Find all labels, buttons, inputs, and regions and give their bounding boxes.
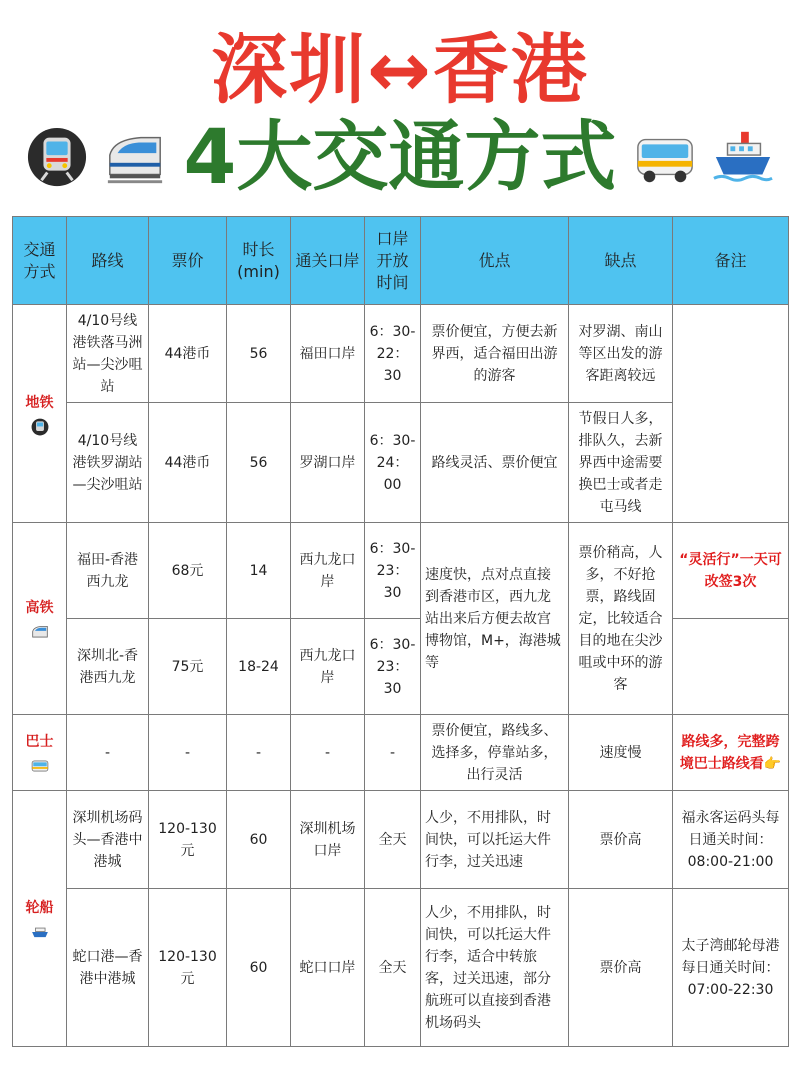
cons-cell: 速度慢 [569,715,673,791]
note-cell: 太子湾邮轮母港每日通关时间：07:00-22:30 [673,889,789,1047]
price-cell: 120-130元 [149,889,227,1047]
table-row [13,889,789,1047]
port-cell: 蛇口口岸 [291,889,365,1047]
port-cell: - [291,715,365,791]
hours-cell: 6：30-23：30 [365,523,421,619]
price-cell: 68元 [149,523,227,619]
table-row [13,403,789,523]
header-cell: 路线 [67,217,149,305]
hours-cell: 全天 [365,791,421,889]
table-row [13,523,789,619]
transport-table [12,216,789,1047]
hours-cell: 6：30-24：00 [365,403,421,523]
hours-cell: - [365,715,421,791]
route-cell: 深圳机场码头—香港中港城 [67,791,149,889]
table-row [13,619,789,715]
note-cell: 福永客运码头每日通关时间：08:00-21:00 [673,791,789,889]
type-cell-bus: 巴士 [13,715,67,791]
title-line-2-row [0,112,800,202]
port-cell: 福田口岸 [291,305,365,403]
metro-icon [31,418,49,436]
ship-icon [712,126,774,188]
hours-cell: 全天 [365,889,421,1047]
cons-cell: 票价高 [569,889,673,1047]
type-cell-hsr: 高铁 [13,523,67,715]
price-cell: 44港币 [149,305,227,403]
metro-icon [26,126,88,188]
note-cell [673,619,789,715]
pros-cell: 人少，不用排队，时间快，可以托运大件行李，过关迅速 [421,791,569,889]
title-line-2: 4大交通方式 [183,112,617,201]
price-cell: 120-130元 [149,791,227,889]
route-cell: - [67,715,149,791]
port-cell: 深圳机场口岸 [291,791,365,889]
price-cell: 75元 [149,619,227,715]
header-cell: 缺点 [569,217,673,305]
duration-cell: 56 [227,403,291,523]
note-cell [673,305,789,523]
header-cell: 时长(min) [227,217,291,305]
port-cell: 罗湖口岸 [291,403,365,523]
header-cell: 口岸开放时间 [365,217,421,305]
pros-cell: 速度快，点对点直接到香港市区，西九龙站出来后方便去故宫博物馆，M+，海港城等 [421,523,569,715]
bus-icon [634,126,696,188]
duration-cell: 60 [227,791,291,889]
table-row [13,791,789,889]
cons-cell: 对罗湖、南山等区出发的游客距离较远 [569,305,673,403]
route-cell: 深圳北-香港西九龙 [67,619,149,715]
pros-cell: 票价便宜，路线多、选择多，停靠站多，出行灵活 [421,715,569,791]
route-cell: 蛇口港—香港中港城 [67,889,149,1047]
train-icon [31,623,49,641]
route-cell: 4/10号线港铁落马洲站—尖沙咀站 [67,305,149,403]
duration-cell: - [227,715,291,791]
port-cell: 西九龙口岸 [291,523,365,619]
table-row [13,715,789,791]
header-cell: 交通方式 [13,217,67,305]
type-cell-ferry: 轮船 [13,791,67,1047]
pros-cell: 票价便宜，方便去新界西，适合福田出游的游客 [421,305,569,403]
price-cell: - [149,715,227,791]
note-cell: “灵活行”一天可改签3次 [673,523,789,619]
duration-cell: 60 [227,889,291,1047]
header-cell: 票价 [149,217,227,305]
type-cell-metro: 地铁 [13,305,67,523]
hours-cell: 6：30-23：30 [365,619,421,715]
table-row [13,305,789,403]
duration-cell: 14 [227,523,291,619]
header-cell: 通关口岸 [291,217,365,305]
route-cell: 福田-香港西九龙 [67,523,149,619]
cons-cell: 节假日人多，排队久，去新界西中途需要换巴士或者走屯马线 [569,403,673,523]
pros-cell: 路线灵活、票价便宜 [421,403,569,523]
train-icon [104,126,166,188]
note-cell: 路线多，完整跨境巴士路线看👉 [673,715,789,791]
header-cell: 优点 [421,217,569,305]
route-cell: 4/10号线港铁罗湖站—尖沙咀站 [67,403,149,523]
price-cell: 44港币 [149,403,227,523]
table-header-row [13,217,789,305]
pros-cell: 人少，不用排队，时间快，可以托运大件行李，适合中转旅客，过关迅速，部分航班可以直接到香港机场码头 [421,889,569,1047]
hours-cell: 6：30-22：30 [365,305,421,403]
cons-cell: 票价高 [569,791,673,889]
cons-cell: 票价稍高，人多，不好抢票，路线固定，比较适合目的地在尖沙咀或中环的游客 [569,523,673,715]
header-cell: 备注 [673,217,789,305]
title-line-1: 深圳↔香港 [211,25,589,114]
ship-icon [31,923,49,941]
port-cell: 西九龙口岸 [291,619,365,715]
bus-icon [31,757,49,775]
duration-cell: 56 [227,305,291,403]
duration-cell: 18-24 [227,619,291,715]
